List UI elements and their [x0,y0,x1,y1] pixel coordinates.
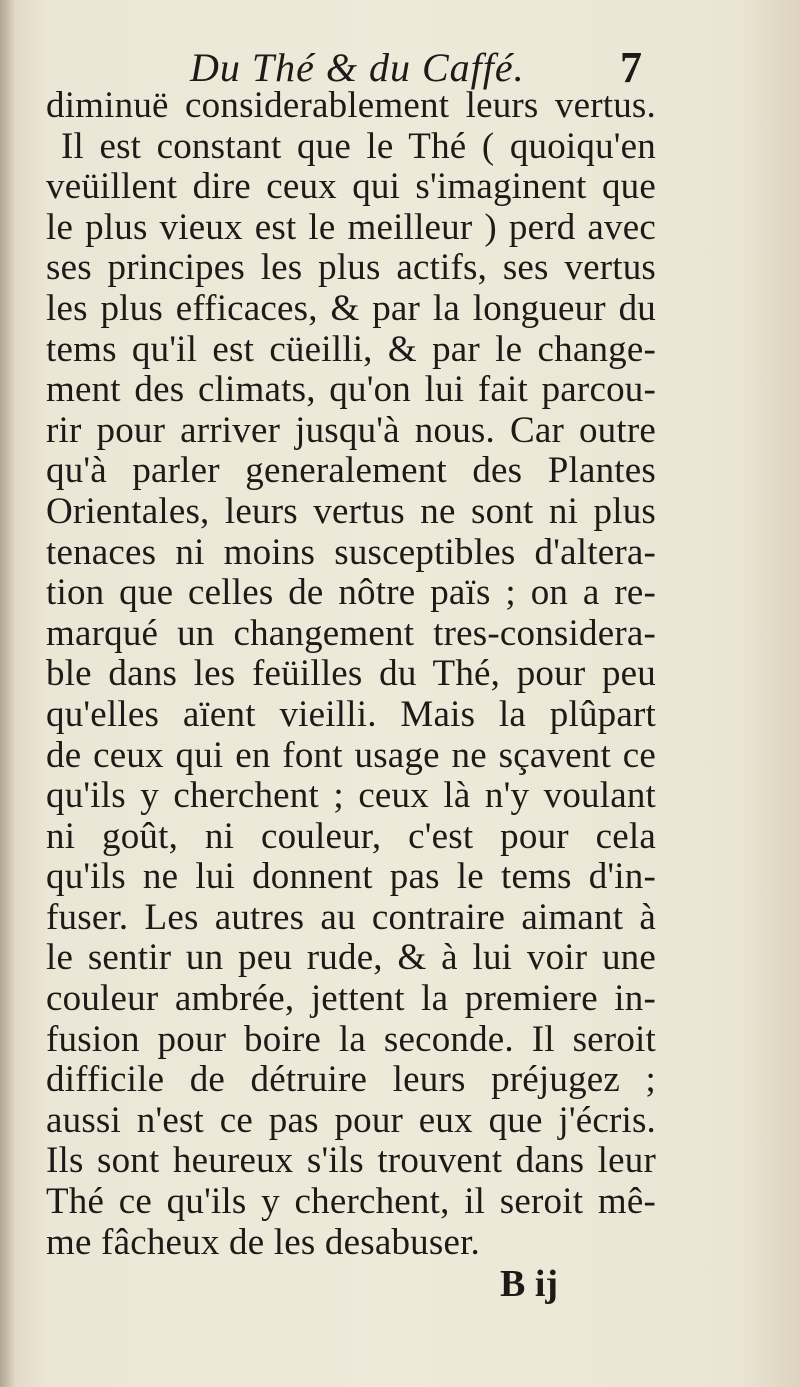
text-line: ses principes les plus actifs, ses vertus [46,247,656,289]
body-text [46,86,656,1263]
text-line: de ceux qui en font usage ne sçavent ce [46,734,656,776]
text-line: Ils sont heureux s'ils trouvent dans leur [46,1140,656,1182]
gutter-shadow [0,0,16,1387]
text-line: tems qu'il est cüeilli, & par le change- [46,328,656,370]
text-line: fuser. Les autres au contraire aimant à [46,896,656,938]
text-line: qu'ils ne lui donnent pas le tems d'in- [46,856,656,898]
text-line: difficile de détruire leurs préjugez ; [46,1059,656,1101]
text-line: Orientales, leurs vertus ne sont ni plus [46,490,656,532]
text-line: diminuë considerablement leurs vertus. [46,85,656,126]
text-line: fusion pour boire la seconde. Il seroit [46,1018,656,1060]
text-line: tenaces ni moins susceptibles d'altera- [46,531,656,573]
text-line: ni goût, ni couleur, c'est pour cela [46,815,656,857]
text-line: le sentir un peu rude, & à lui voir une [46,937,656,979]
text-line: les plus efficaces, & par la longueur du [46,287,656,329]
text-line: ment des climats, qu'on lui fait parcou- [46,369,656,411]
text-line: rir pour arriver jusqu'à nous. Car outre [46,409,656,451]
signature-mark: B ij [500,1263,559,1305]
text-line: Il est constant que le Thé ( quoiqu'en [61,125,656,167]
page-number: 7 [620,43,642,92]
text-line: veüillent dire ceux qui s'imaginent que [46,166,656,208]
text-line: couleur ambrée, jettent la premiere in- [46,978,656,1020]
text-line: me fâcheux de les desabuser. [46,1221,481,1263]
text-line: ble dans les feüilles du Thé, pour peu [46,653,656,695]
text-line: qu'ils y cherchent ; ceux là n'y voulant [46,775,656,817]
text-line: le plus vieux est le meilleur ) perd avec [46,206,656,248]
text-line: aussi n'est ce pas pour eux que j'écris. [46,1099,656,1141]
running-head-title: Du Thé & du Caffé. [190,45,525,90]
text-line: qu'elles aïent vieilli. Mais la plûpart [46,693,656,735]
text-line: qu'à parler generalement des Plantes [46,450,656,492]
text-line: marqué un changement tres-considera- [46,612,656,654]
text-line: tion que celles de nôtre païs ; on a re- [46,572,656,614]
text-line: Thé ce qu'ils y cherchent, il seroit mê- [46,1181,656,1223]
